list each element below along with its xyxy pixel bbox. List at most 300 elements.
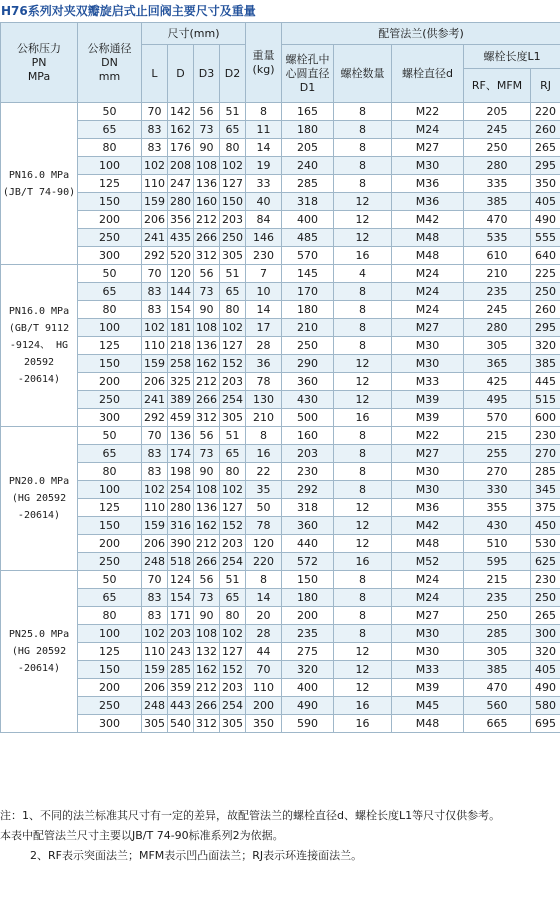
header-rj: RJ: [531, 69, 560, 103]
table-cell: 152: [220, 517, 246, 535]
table-cell: 8: [334, 445, 392, 463]
table-cell: 8: [334, 337, 392, 355]
table-row: [1, 553, 560, 571]
table-row: [1, 463, 560, 481]
table-cell: 260: [531, 301, 560, 319]
table-cell: 247: [168, 175, 194, 193]
table-cell: 254: [220, 553, 246, 571]
table-cell: M27: [392, 445, 464, 463]
table-cell: 174: [168, 445, 194, 463]
table-cell: 144: [168, 283, 194, 301]
table-cell: 220: [531, 103, 560, 121]
table-cell: 203: [220, 679, 246, 697]
table-cell: 110: [142, 337, 168, 355]
table-cell: 16: [334, 247, 392, 265]
table-cell: 385: [531, 355, 560, 373]
table-cell: 265: [531, 607, 560, 625]
table-cell: 65: [78, 283, 142, 301]
table-cell: 520: [168, 247, 194, 265]
table-cell: 19: [246, 157, 282, 175]
table-cell: 12: [334, 643, 392, 661]
table-cell: 56: [194, 103, 220, 121]
pressure-group-label: PN20.0 MPa (HG 20592 -20614): [1, 427, 78, 571]
table-cell: 108: [194, 481, 220, 499]
table-cell: 8: [246, 427, 282, 445]
table-cell: 430: [282, 391, 334, 409]
table-cell: 385: [464, 661, 531, 679]
table-cell: 146: [246, 229, 282, 247]
table-cell: 305: [220, 715, 246, 733]
table-cell: 254: [220, 391, 246, 409]
table-row: [1, 283, 560, 301]
table-cell: 318: [282, 499, 334, 517]
table-cell: M24: [392, 121, 464, 139]
table-cell: M39: [392, 679, 464, 697]
table-cell: 83: [142, 283, 168, 301]
table-row: [1, 355, 560, 373]
table-cell: M27: [392, 139, 464, 157]
table-cell: 8: [334, 121, 392, 139]
table-cell: 248: [142, 697, 168, 715]
table-cell: 50: [78, 265, 142, 283]
table-row: [1, 589, 560, 607]
table-cell: 200: [282, 607, 334, 625]
table-cell: 125: [78, 337, 142, 355]
table-row: [1, 157, 560, 175]
table-cell: 171: [168, 607, 194, 625]
table-cell: 292: [142, 247, 168, 265]
table-cell: 83: [142, 139, 168, 157]
table-cell: 206: [142, 211, 168, 229]
table-cell: M48: [392, 715, 464, 733]
table-cell: 200: [78, 535, 142, 553]
table-cell: 70: [246, 661, 282, 679]
header-diameter-label: 公称通径: [87, 41, 132, 55]
table-cell: 73: [194, 121, 220, 139]
table-cell: 150: [282, 571, 334, 589]
table-row: [1, 445, 560, 463]
table-cell: 210: [246, 409, 282, 427]
table-cell: 405: [531, 661, 560, 679]
table-cell: 285: [282, 175, 334, 193]
table-cell: 330: [464, 481, 531, 499]
table-cell: 154: [168, 301, 194, 319]
table-row: [1, 121, 560, 139]
table-cell: 500: [282, 409, 334, 427]
table-cell: 375: [531, 499, 560, 517]
table-cell: M30: [392, 481, 464, 499]
table-cell: 12: [334, 373, 392, 391]
table-cell: 359: [168, 679, 194, 697]
table-row: [1, 607, 560, 625]
table-cell: 312: [194, 715, 220, 733]
table-cell: 400: [282, 679, 334, 697]
table-cell: 120: [168, 265, 194, 283]
table-cell: 16: [334, 697, 392, 715]
table-cell: 240: [282, 157, 334, 175]
table-cell: 90: [194, 301, 220, 319]
table-cell: 203: [168, 625, 194, 643]
table-cell: 470: [464, 211, 531, 229]
table-cell: 83: [142, 301, 168, 319]
table-cell: 160: [282, 427, 334, 445]
table-row: [1, 535, 560, 553]
table-row: [1, 373, 560, 391]
table-cell: 100: [78, 625, 142, 643]
table-cell: 270: [464, 463, 531, 481]
table-row: [1, 175, 560, 193]
table-cell: 206: [142, 373, 168, 391]
table-cell: 108: [194, 319, 220, 337]
header-flange: 配管法兰(供参考): [282, 23, 560, 45]
table-cell: 312: [194, 247, 220, 265]
table-cell: 266: [194, 229, 220, 247]
table-cell: 316: [168, 517, 194, 535]
table-cell: 200: [78, 373, 142, 391]
table-cell: M36: [392, 499, 464, 517]
table-cell: M30: [392, 463, 464, 481]
table-cell: 245: [464, 121, 531, 139]
table-cell: 250: [531, 589, 560, 607]
table-cell: 16: [246, 445, 282, 463]
header-bolt-circle: 螺栓孔中心圆直径D1: [282, 45, 334, 103]
table-row: [1, 715, 560, 733]
table-cell: 490: [531, 679, 560, 697]
table-cell: 335: [464, 175, 531, 193]
table-cell: M33: [392, 373, 464, 391]
table-cell: 100: [78, 481, 142, 499]
table-cell: 8: [334, 139, 392, 157]
table-cell: 8: [334, 301, 392, 319]
table-cell: 50: [78, 427, 142, 445]
table-cell: 470: [464, 679, 531, 697]
table-cell: 180: [282, 589, 334, 607]
table-cell: 8: [334, 589, 392, 607]
table-cell: 12: [334, 211, 392, 229]
table-cell: 200: [78, 211, 142, 229]
table-cell: 280: [168, 499, 194, 517]
table-cell: 33: [246, 175, 282, 193]
page-title: H76系列对夹双瓣旋启式止回阀主要尺寸及重量: [1, 4, 256, 18]
table-cell: 8: [334, 427, 392, 445]
table-cell: 640: [531, 247, 560, 265]
table-cell: 572: [282, 553, 334, 571]
table-cell: 28: [246, 625, 282, 643]
table-cell: 51: [220, 571, 246, 589]
table-cell: 389: [168, 391, 194, 409]
table-cell: 102: [142, 625, 168, 643]
table-cell: 250: [78, 391, 142, 409]
table-row: [1, 391, 560, 409]
table-cell: 360: [282, 517, 334, 535]
table-cell: 515: [531, 391, 560, 409]
table-cell: 580: [531, 697, 560, 715]
table-cell: 17: [246, 319, 282, 337]
table-cell: M48: [392, 247, 464, 265]
table-cell: 90: [194, 607, 220, 625]
table-cell: 84: [246, 211, 282, 229]
table-cell: 285: [168, 661, 194, 679]
table-cell: 212: [194, 535, 220, 553]
table-cell: 159: [142, 661, 168, 679]
table-cell: 285: [464, 625, 531, 643]
table-cell: 495: [464, 391, 531, 409]
table-cell: 530: [531, 535, 560, 553]
table-cell: 255: [464, 445, 531, 463]
table-cell: 73: [194, 445, 220, 463]
table-cell: 14: [246, 589, 282, 607]
header-D: D: [168, 45, 194, 103]
table-cell: 65: [220, 121, 246, 139]
table-cell: 136: [194, 175, 220, 193]
table-cell: 16: [334, 409, 392, 427]
note-1: 注：1、不同的法兰标准其尺寸有一定的差异，故配管法兰的螺栓直径d、螺栓长度L1等尺寸仅供参考。: [0, 809, 501, 822]
table-cell: 56: [194, 571, 220, 589]
table-cell: M36: [392, 175, 464, 193]
table-cell: 490: [531, 211, 560, 229]
table-cell: 12: [334, 229, 392, 247]
table-cell: 70: [142, 103, 168, 121]
table-row: [1, 211, 560, 229]
table-cell: 230: [531, 427, 560, 445]
table-cell: 80: [220, 301, 246, 319]
table-cell: 136: [168, 427, 194, 445]
table-cell: 125: [78, 643, 142, 661]
table-row: [1, 625, 560, 643]
table-cell: 220: [246, 553, 282, 571]
table-cell: 165: [282, 103, 334, 121]
table-cell: 206: [142, 679, 168, 697]
table-cell: 600: [531, 409, 560, 427]
table-cell: 127: [220, 175, 246, 193]
table-cell: 102: [220, 625, 246, 643]
table-row: [1, 337, 560, 355]
table-cell: 8: [334, 103, 392, 121]
table-row: [1, 139, 560, 157]
header-weight: [246, 23, 282, 103]
table-cell: 241: [142, 391, 168, 409]
table-body: [1, 103, 560, 733]
table-cell: 430: [464, 517, 531, 535]
table-cell: 150: [78, 355, 142, 373]
table-cell: 180: [282, 121, 334, 139]
table-cell: 280: [464, 319, 531, 337]
table-cell: 459: [168, 409, 194, 427]
table-cell: 65: [220, 283, 246, 301]
header-pressure: [1, 23, 78, 103]
table-cell: 212: [194, 679, 220, 697]
table-cell: 36: [246, 355, 282, 373]
table-cell: 230: [246, 247, 282, 265]
table-cell: 73: [194, 283, 220, 301]
table-cell: 16: [334, 553, 392, 571]
table-cell: 150: [78, 661, 142, 679]
table-cell: 210: [464, 265, 531, 283]
header-size: 尺寸(mm): [142, 23, 246, 45]
table-cell: 8: [334, 625, 392, 643]
table-cell: 70: [142, 427, 168, 445]
table-cell: 285: [531, 463, 560, 481]
table-cell: 80: [220, 607, 246, 625]
table-cell: 560: [464, 697, 531, 715]
table-cell: 212: [194, 211, 220, 229]
table-cell: 108: [194, 625, 220, 643]
header-pressure-sub: PN: [31, 55, 47, 69]
table-cell: 318: [282, 193, 334, 211]
table-cell: M33: [392, 661, 464, 679]
table-cell: 254: [220, 697, 246, 715]
table-cell: 162: [168, 121, 194, 139]
table-cell: 65: [78, 445, 142, 463]
table-cell: 102: [142, 319, 168, 337]
table-cell: 102: [142, 481, 168, 499]
table-cell: 325: [168, 373, 194, 391]
table-cell: 356: [168, 211, 194, 229]
table-cell: 78: [246, 373, 282, 391]
table-cell: 305: [220, 409, 246, 427]
table-cell: 90: [194, 139, 220, 157]
table-cell: 108: [194, 157, 220, 175]
table-cell: 8: [334, 481, 392, 499]
table-cell: 215: [464, 427, 531, 445]
table-cell: 162: [194, 517, 220, 535]
table-cell: 305: [220, 247, 246, 265]
table-cell: 250: [531, 283, 560, 301]
table-cell: 65: [220, 589, 246, 607]
table-cell: 8: [334, 607, 392, 625]
table-row: [1, 517, 560, 535]
table-cell: 132: [194, 643, 220, 661]
table-cell: 205: [282, 139, 334, 157]
table-cell: 355: [464, 499, 531, 517]
table-cell: 610: [464, 247, 531, 265]
table-cell: 360: [282, 373, 334, 391]
table-cell: 65: [220, 445, 246, 463]
table-cell: 345: [531, 481, 560, 499]
table-cell: 350: [531, 175, 560, 193]
table-cell: 535: [464, 229, 531, 247]
header-D3: D3: [194, 45, 220, 103]
table-cell: 250: [78, 229, 142, 247]
table-row: [1, 571, 560, 589]
table-cell: 56: [194, 265, 220, 283]
table-row: [1, 301, 560, 319]
table-cell: 440: [282, 535, 334, 553]
table-cell: M30: [392, 157, 464, 175]
table-cell: 425: [464, 373, 531, 391]
table-cell: 110: [142, 175, 168, 193]
notes: [0, 806, 560, 866]
table-cell: 152: [220, 355, 246, 373]
table-row: [1, 661, 560, 679]
table-cell: 8: [246, 571, 282, 589]
table-cell: M52: [392, 553, 464, 571]
table-cell: 12: [334, 679, 392, 697]
table-cell: 250: [220, 229, 246, 247]
table-cell: 12: [334, 391, 392, 409]
table-cell: 280: [464, 157, 531, 175]
header-bolt-length: 螺栓长度L1: [464, 45, 560, 69]
table-row: [1, 247, 560, 265]
table-cell: 280: [168, 193, 194, 211]
header-L: L: [142, 45, 168, 103]
table-cell: 10: [246, 283, 282, 301]
table-cell: M24: [392, 589, 464, 607]
table-cell: 80: [78, 463, 142, 481]
table-cell: M27: [392, 607, 464, 625]
table-cell: M24: [392, 265, 464, 283]
table-cell: 70: [142, 265, 168, 283]
table-cell: 100: [78, 319, 142, 337]
table-cell: 365: [464, 355, 531, 373]
table-cell: 83: [142, 121, 168, 139]
dimension-table: [0, 22, 560, 733]
table-cell: 8: [334, 319, 392, 337]
table-cell: 80: [220, 463, 246, 481]
table-cell: 110: [142, 499, 168, 517]
table-cell: 83: [142, 607, 168, 625]
table-cell: 80: [78, 301, 142, 319]
table-cell: 142: [168, 103, 194, 121]
table-cell: 180: [282, 301, 334, 319]
table-cell: 159: [142, 193, 168, 211]
table-cell: M24: [392, 283, 464, 301]
table-cell: 51: [220, 265, 246, 283]
table-cell: 162: [194, 355, 220, 373]
table-cell: M42: [392, 211, 464, 229]
table-cell: 443: [168, 697, 194, 715]
table-cell: 12: [334, 499, 392, 517]
table-cell: 235: [464, 283, 531, 301]
table-cell: M30: [392, 355, 464, 373]
table-cell: 390: [168, 535, 194, 553]
table-cell: 65: [78, 121, 142, 139]
table-cell: 124: [168, 571, 194, 589]
table-cell: 12: [334, 661, 392, 679]
table-cell: 215: [464, 571, 531, 589]
table-cell: 295: [531, 319, 560, 337]
table-cell: 130: [246, 391, 282, 409]
table-row: [1, 193, 560, 211]
table-cell: 73: [194, 589, 220, 607]
table-cell: 102: [142, 157, 168, 175]
header-pressure-label: 公称压力: [17, 41, 61, 55]
table-cell: 8: [334, 175, 392, 193]
table-cell: M30: [392, 643, 464, 661]
table-cell: 206: [142, 535, 168, 553]
table-cell: 254: [168, 481, 194, 499]
table-cell: 50: [78, 571, 142, 589]
table-cell: 159: [142, 355, 168, 373]
table-cell: 136: [194, 337, 220, 355]
table-cell: 90: [194, 463, 220, 481]
table-cell: 695: [531, 715, 560, 733]
table-cell: 292: [282, 481, 334, 499]
table-cell: 312: [194, 409, 220, 427]
table-cell: 203: [282, 445, 334, 463]
table-cell: 540: [168, 715, 194, 733]
table-cell: 20: [246, 607, 282, 625]
table-cell: 136: [194, 499, 220, 517]
table-cell: 665: [464, 715, 531, 733]
table-cell: 570: [282, 247, 334, 265]
table-cell: 127: [220, 643, 246, 661]
table-row: [1, 427, 560, 445]
table-cell: 100: [78, 157, 142, 175]
table-cell: 181: [168, 319, 194, 337]
table-cell: 127: [220, 337, 246, 355]
table-cell: 80: [78, 607, 142, 625]
